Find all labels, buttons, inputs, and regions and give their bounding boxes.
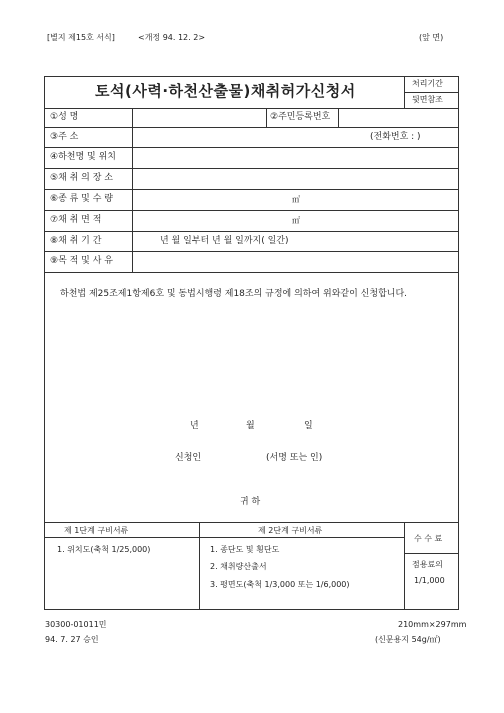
signature-label: (서명 또는 인) [266, 453, 323, 463]
form-number: [별지 제15호 서식] [47, 33, 115, 42]
row-line-4 [44, 168, 459, 169]
application-statement: 하천법 제25조제1항제6호 및 동법시행령 제18조의 규정에 의하여 위와같이 신청합니다. [60, 289, 408, 299]
paper-type: (신문용지 54g/㎡) [375, 635, 441, 644]
stage2-header: 제 2단계 구비서류 [258, 526, 323, 535]
form-title: 토석(사력·하천산출물)채취허가신청서 [95, 82, 356, 100]
docs-divider-1 [199, 522, 200, 610]
period-label: ⑧채 취 기 간 [50, 236, 102, 246]
address-label: ③주 소 [50, 132, 79, 142]
row-line-9 [44, 272, 459, 273]
area-label: ⑦채 취 면 적 [50, 215, 102, 225]
addressee: 귀 하 [240, 497, 261, 507]
date-year: 년 [190, 421, 199, 431]
applicant-label: 신청인 [175, 453, 202, 463]
approval-date: 94. 7. 27 승인 [45, 635, 99, 644]
row-line-3 [44, 147, 459, 148]
fee-header: 수 수 료 [414, 534, 443, 543]
row-line-5 [44, 189, 459, 190]
period-value: 년 월 일부터 년 월 일까지( 일간) [160, 236, 289, 246]
form-code: 30300-01011민 [45, 620, 107, 629]
fee-header-line [404, 553, 459, 554]
date-month: 월 [246, 421, 255, 431]
phone-label: (전화번호 : ) [370, 132, 421, 142]
stage2-item: 2. 채취량산출서 [210, 562, 267, 571]
stage1-header-line [44, 537, 199, 538]
place-label: ⑤채 취 의 장 소 [50, 173, 113, 183]
name-row-divider-1 [266, 108, 267, 127]
kind-qty-label: ⑥종 류 및 수 량 [50, 194, 113, 204]
label-column-divider [132, 108, 133, 272]
row-line-1 [44, 108, 459, 109]
purpose-label: ⑨목 적 및 사 유 [50, 256, 113, 266]
see-back-label: 뒷면참조 [412, 95, 443, 104]
revision-note: <개정 94. 12. 2> [138, 33, 206, 42]
docs-top-line [44, 522, 459, 523]
side-box-divider [404, 92, 459, 93]
stage2-item: 1. 종단도 및 횡단도 [210, 545, 280, 554]
front-side-label: (앞 면) [419, 33, 444, 42]
stage2-header-line [199, 537, 404, 538]
stage1-header: 제 1단계 구비서류 [64, 526, 129, 535]
name-row-divider-2 [338, 108, 339, 127]
river-label: ④하천명 및 위치 [50, 152, 116, 162]
row-line-7 [44, 231, 459, 232]
stage2-item: 3. 평면도(축척 1/3,000 또는 1/6,000) [210, 580, 350, 589]
row-line-6 [44, 210, 459, 211]
name-label: ①성 명 [50, 112, 79, 122]
paper-size: 210mm×297mm [398, 620, 467, 629]
row-line-2 [44, 127, 459, 128]
row-line-8 [44, 251, 459, 252]
docs-divider-2 [404, 522, 405, 610]
fee-value-label: 점용료의 [412, 560, 443, 569]
date-day: 일 [304, 421, 313, 431]
stage1-item: 1. 위치도(축척 1/25,000) [57, 545, 151, 554]
fee-value: 1/1,000 [414, 576, 445, 585]
resident-no-label: ②주민등록번호 [270, 112, 331, 122]
kind-qty-unit: ㎥ [292, 195, 300, 204]
processing-period-label: 처리기간 [412, 79, 443, 88]
area-unit: ㎡ [292, 216, 300, 225]
